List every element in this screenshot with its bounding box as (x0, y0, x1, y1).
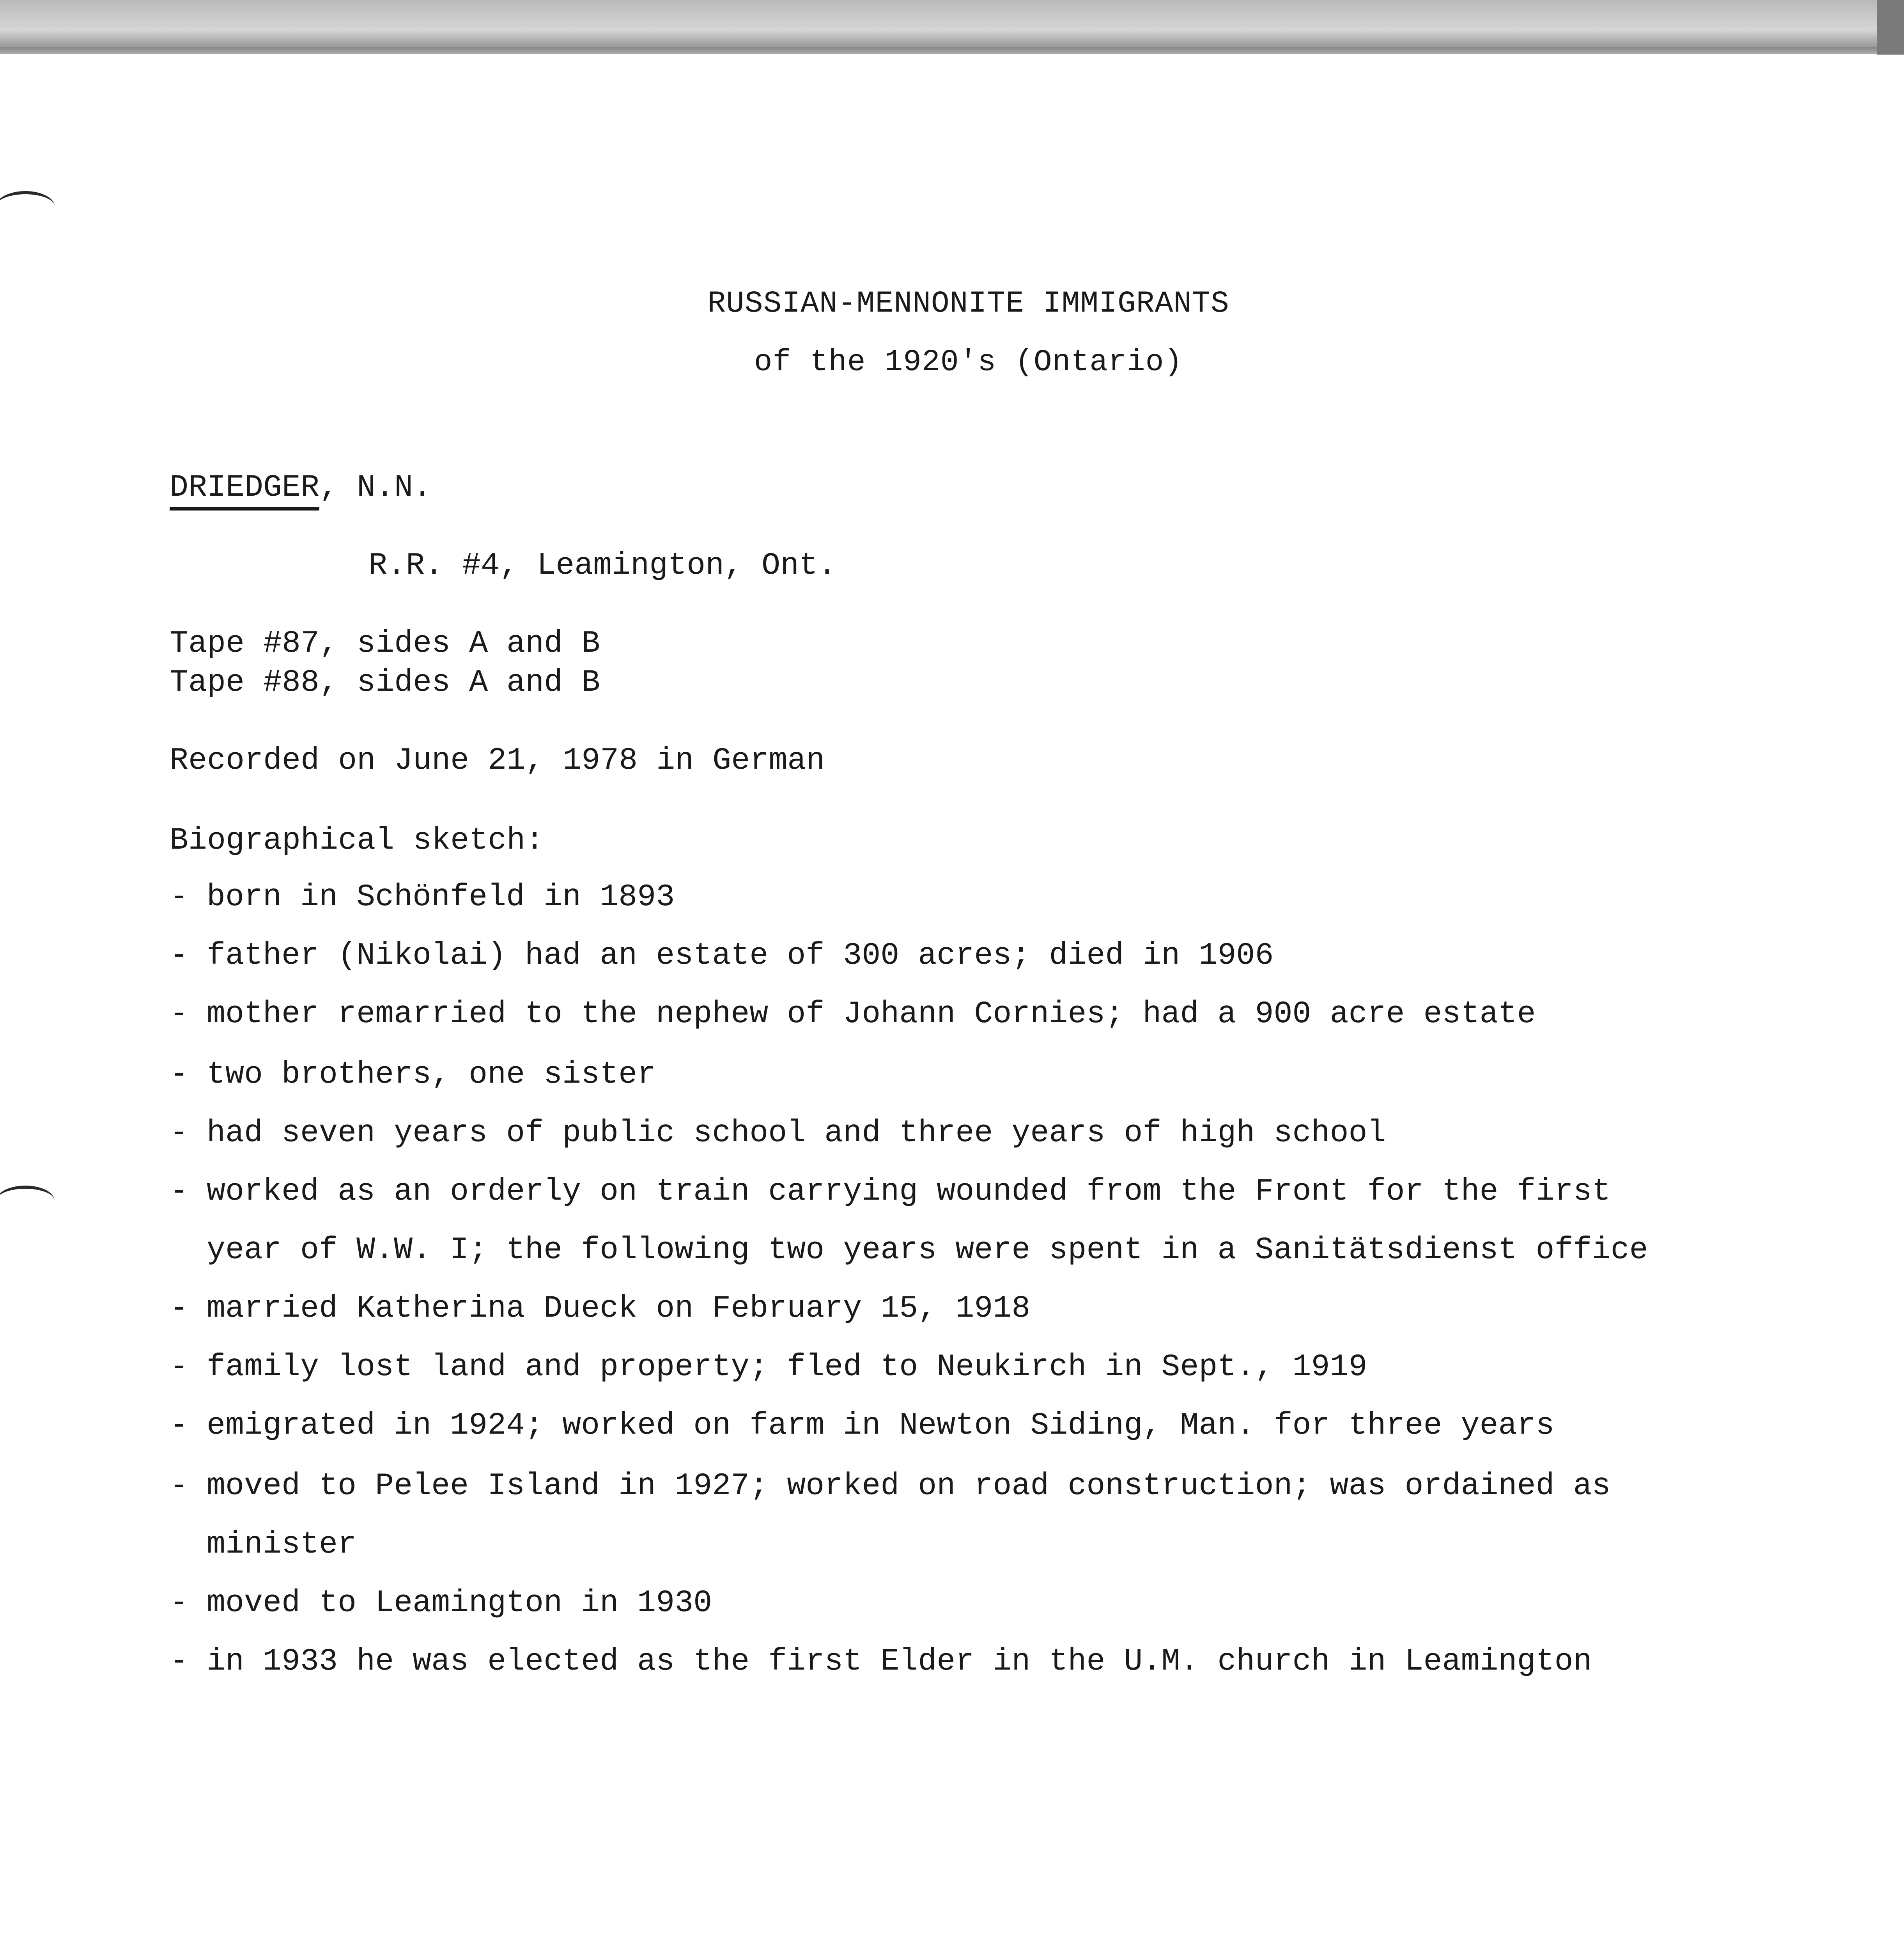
bullet-text: born in Schönfeld in 1893 (207, 879, 675, 915)
subject-name (170, 470, 432, 505)
bullet-text: two brothers, one sister (207, 1057, 656, 1092)
bullet-dash: - (170, 879, 189, 915)
bullet-text: mother remarried to the nephew of Johann Cornies; had a 900 acre estate (207, 996, 1536, 1032)
sketch-bullet (170, 879, 675, 915)
document-subtitle: of the 1920's (Ontario) (754, 345, 1183, 379)
sketch-bullet-continuation: minister (207, 1527, 357, 1562)
tape-entry: Tape #88, sides A and B (170, 665, 600, 700)
bullet-text: married Katherina Dueck on February 15, 1918 (207, 1291, 1031, 1326)
bullet-text: emigrated in 1924; worked on farm in Newton Siding, Man. for three years (207, 1408, 1555, 1443)
bullet-dash: - (170, 1349, 189, 1385)
bullet-text: family lost land and property; fled to Neukirch in Sept., 1919 (207, 1349, 1367, 1385)
bullet-dash: - (170, 1585, 189, 1621)
subject-initials: , N.N. (319, 470, 432, 505)
sketch-bullet (170, 1291, 1030, 1326)
bullet-text: had seven years of public school and three years of high school (207, 1115, 1386, 1151)
document-title: RUSSIAN-MENNONITE IMMIGRANTS (707, 287, 1229, 321)
bullet-dash: - (170, 1174, 189, 1209)
sketch-bullet (170, 996, 1536, 1032)
sketch-bullet (170, 1174, 1611, 1209)
bullet-dash: - (170, 996, 189, 1032)
subject-surname: DRIEDGER (170, 470, 319, 511)
sketch-bullet (170, 1057, 656, 1092)
bullet-dash: - (170, 1468, 189, 1504)
bullet-text: moved to Pelee Island in 1927; worked on road construction; was ordained as (207, 1468, 1611, 1504)
bullet-dash: - (170, 1115, 189, 1151)
sketch-bullet (170, 1349, 1367, 1385)
bullet-dash: - (170, 1408, 189, 1443)
bullet-text: worked as an orderly on train carrying wounded from the Front for the first (207, 1174, 1611, 1209)
tape-entry: Tape #87, sides A and B (170, 626, 600, 661)
bullet-text: in 1933 he was elected as the first Elder in the U.M. church in Leamington (207, 1644, 1592, 1679)
bullet-dash: - (170, 1291, 189, 1326)
bullet-dash: - (170, 1057, 189, 1092)
sketch-bullet (170, 1468, 1611, 1504)
sketch-bullet-continuation: year of W.W. I; the following two years were spent in a Sanitätsdienst office (207, 1232, 1648, 1268)
sketch-heading: Biographical sketch: (170, 823, 544, 858)
sketch-bullet (170, 1585, 712, 1621)
sketch-bullet (170, 938, 1273, 973)
bullet-dash: - (170, 938, 189, 973)
bullet-text: father (Nikolai) had an estate of 300 acres; died in 1906 (207, 938, 1274, 973)
bullet-dash: - (170, 1644, 189, 1679)
sketch-bullet (170, 1644, 1592, 1679)
bullet-text: moved to Leamington in 1930 (207, 1585, 712, 1621)
subject-address: R.R. #4, Leamington, Ont. (368, 548, 837, 583)
sketch-bullet (170, 1115, 1386, 1151)
recording-info: Recorded on June 21, 1978 in German (170, 743, 825, 778)
sketch-bullet (170, 1408, 1555, 1443)
